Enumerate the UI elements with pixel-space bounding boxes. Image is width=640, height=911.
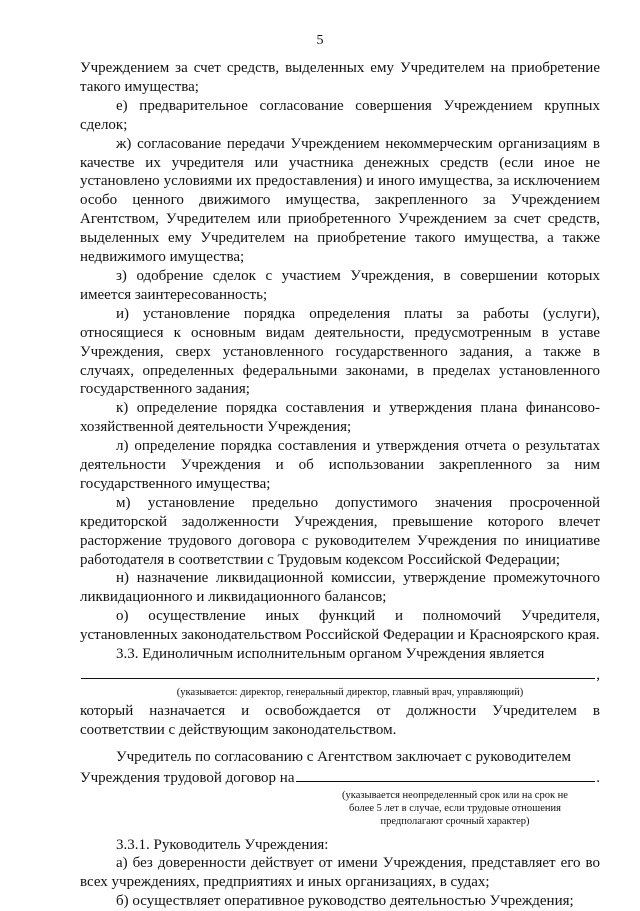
line-end-mark: , [596, 667, 600, 683]
paragraph: е) предварительное согласование совершения Учреждением крупных сделок; [80, 97, 600, 133]
executive-body-fill-line [80, 664, 600, 685]
paragraph: ж) согласование передачи Учреждением некоммерческим организациям в качестве их учредителя или участника денежных средств (если иное не установлено условиями их предоставления) и иного имущества, за исключением особо ценного движимого имущества, закрепленного за Учреждением Агентством, Учредителем или приобретенного Учреждением за счет средств, выделенных ему Учредителем на приобретение такого имущества, а также недвижимого имущества; [80, 135, 600, 266]
paragraph: м) установление предельно допустимого значения просроченной кредиторской задолженности Учреждения, превышение которого влечет расторжение трудового договора с руководителем Учреждения по инициативе работодателя в соответствии с Трудовым кодексом Российской Федерации; [80, 494, 600, 568]
contract-term-fill-line [80, 767, 600, 788]
paragraph: о) осуществление иных функций и полномочий Учредителя, установленных законодательством Российской Федерации и Красноярского края. [80, 608, 600, 644]
contract-term-blank[interactable] [296, 767, 596, 782]
paragraph: и) установление порядка определения платы за работы (услуги), относящиеся к основным видам деятельности, предусмотренным в уставе Учреждения, сверх установленного государственного задания, а также в случаях, определенных федеральными законами, в пределах установленного государственного задания; [80, 305, 600, 398]
paragraph: а) без доверенности действует от имени Учреждения, представляет его во всех учреждениях, предприятиях и иных организациях, в судах; [80, 855, 600, 891]
line-end-mark: . [596, 769, 600, 786]
document-body [80, 59, 600, 911]
paragraph: з) одобрение сделок с участием Учреждения, в совершении которых имеется заинтересованность; [80, 267, 600, 303]
page-number: 5 [316, 33, 324, 48]
fill-line-hint: (указывается: директор, генеральный директор, главный врач, управляющий) [176, 686, 524, 698]
paragraph: Учредитель по согласованию с Агентством заключает с руководителем [116, 748, 571, 765]
paragraph: который назначается и освобождается от должности Учредителем в соответствии с действующим законодательством. [80, 702, 600, 738]
paragraph: Учреждением за счет средств, выделенных ему Учредителем на приобретение такого имущества; [80, 60, 600, 95]
paragraph: б) осуществляет оперативное руководство деятельностью Учреждения; [116, 893, 574, 910]
section-heading: 3.3.1. Руководитель Учреждения: [116, 836, 329, 853]
paragraph: л) определение порядка составления и утверждения отчета о результатах деятельности Учреждения и об использовании закрепленного за ним государственного имущества; [80, 438, 600, 492]
fill-line-hint: (указывается неопределенный срок или на срок не более 5 лет в случае, если трудовые отношения предполагают срочный характер) [342, 789, 568, 827]
paragraph: 3.3. Единоличным исполнительным органом Учреждения является [116, 646, 545, 663]
contract-term-prefix: Учреждения трудовой договор на [80, 769, 295, 786]
paragraph: н) назначение ликвидационной комиссии, утверждение промежуточного ликвидационного и ликвидационного балансов; [80, 570, 600, 606]
executive-body-blank[interactable] [81, 664, 595, 679]
paragraph: к) определение порядка составления и утверждения плана финансово-хозяйственной деятельности Учреждения; [80, 400, 600, 436]
